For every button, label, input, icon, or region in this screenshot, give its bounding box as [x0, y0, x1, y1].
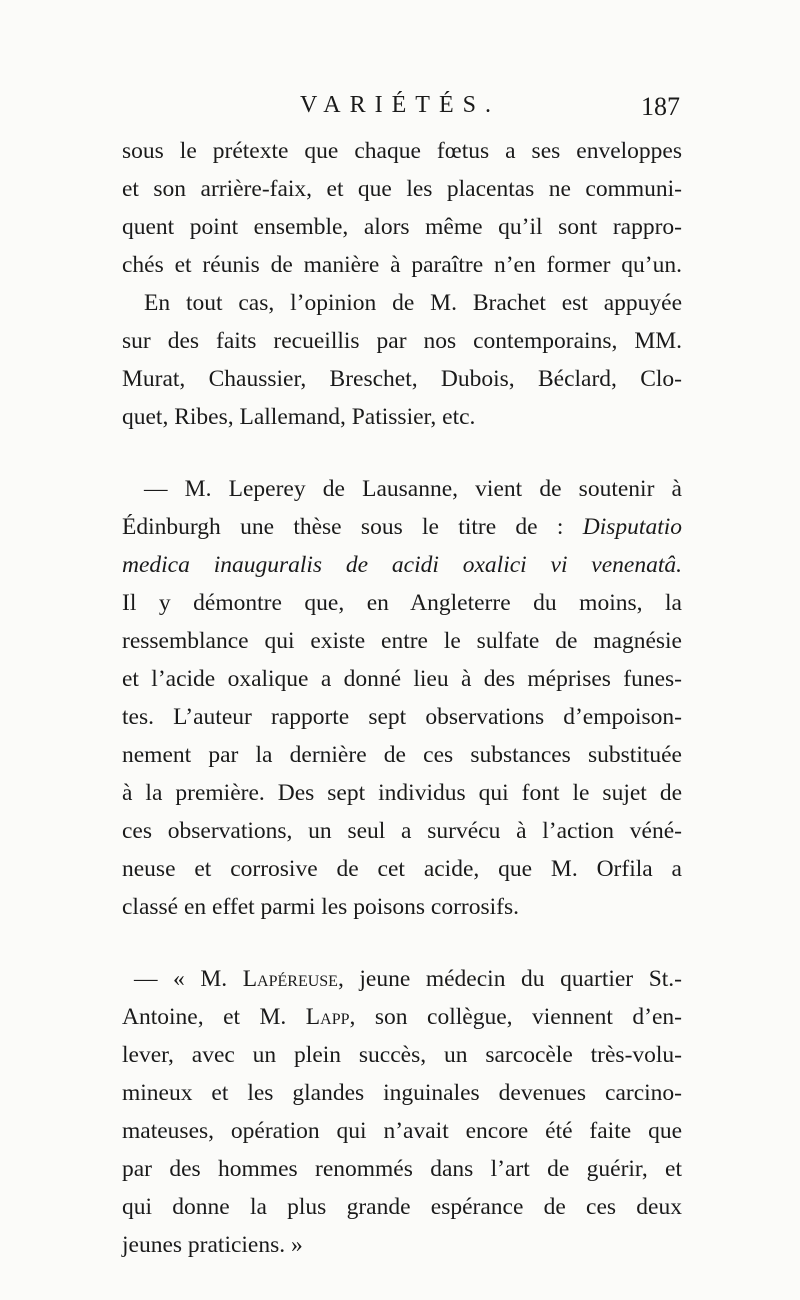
text-line: Il y démontre que, en Angleterre du moins, la — [122, 590, 682, 616]
person-name: Lapéreuse — [242, 966, 338, 992]
text-line: mateuses, opération qui n’avait encore été faite que — [122, 1118, 682, 1144]
text-line: et son arrière-faix, et que les placentas ne communi- — [122, 176, 682, 202]
text-line: sur des faits recueillis par nos contemporains, MM. — [122, 328, 682, 354]
text-line: ces observations, un seul a survécu à l’action véné- — [122, 818, 682, 844]
person-name: Lapp — [305, 1004, 350, 1030]
text-line: ressemblance qui existe entre le sulfate de magnésie — [122, 628, 682, 654]
running-title: VARIÉTÉS. — [300, 92, 500, 118]
text-span: , son collègue, viennent d’en- — [349, 1004, 682, 1030]
paragraph-lead-line — [122, 962, 682, 996]
text-line: En tout cas, l’opinion de M. Brachet est appuyée — [144, 290, 682, 316]
text-span: , jeune médecin du quartier St.- — [337, 966, 682, 992]
text-line: à la première. Des sept individus qui font le sujet de — [122, 780, 682, 806]
text-line: qui donne la plus grande espérance de ces deux — [122, 1194, 682, 1220]
text-line: classé en effet parmi les poisons corrosifs. — [122, 894, 519, 920]
text-line: et l’acide oxalique a donné lieu à des méprises funes- — [122, 666, 682, 692]
page-number: 187 — [641, 92, 680, 121]
text-line — [122, 510, 682, 544]
thesis-title-line: medica inauguralis de acidi oxalici vi venenatâ. — [122, 552, 682, 578]
text-line: lever, avec un plein succès, un sarcocèle très-volu- — [122, 1042, 682, 1068]
text-line — [122, 1000, 682, 1034]
text-line: Murat, Chaussier, Breschet, Dubois, Béclard, Clo- — [122, 366, 682, 392]
text-span: Édinburgh une thèse sous le titre de : — [122, 514, 583, 540]
text-line: tes. L’auteur rapporte sept observations d’empoison- — [122, 704, 682, 730]
text-line: quet, Ribes, Lallemand, Patissier, etc. — [122, 404, 476, 430]
text-line: chés et réunis de manière à paraître n’en former qu’un. — [122, 252, 682, 278]
text-span: — « M. — [134, 966, 243, 992]
running-header — [120, 92, 680, 132]
text-line: nement par la dernière de ces substances substituée — [122, 742, 682, 768]
text-line: quent point ensemble, alors même qu’il sont rappro- — [122, 214, 682, 240]
thesis-title-start: Disputatio — [582, 514, 682, 540]
text-line: mineux et les glandes inguinales devenues carcino- — [122, 1080, 682, 1106]
text-line: par des hommes renommés dans l’art de guérir, et — [122, 1156, 682, 1182]
text-span: Antoine, et M. — [122, 1004, 306, 1030]
text-line: sous le prétexte que chaque fœtus a ses enveloppes — [122, 138, 682, 164]
text-line: neuse et corrosive de cet acide, que M. Orfila a — [122, 856, 682, 882]
text-line: jeunes praticiens. » — [122, 1232, 303, 1258]
paragraph-lead-line: — M. Leperey de Lausanne, vient de soutenir à — [144, 476, 682, 502]
